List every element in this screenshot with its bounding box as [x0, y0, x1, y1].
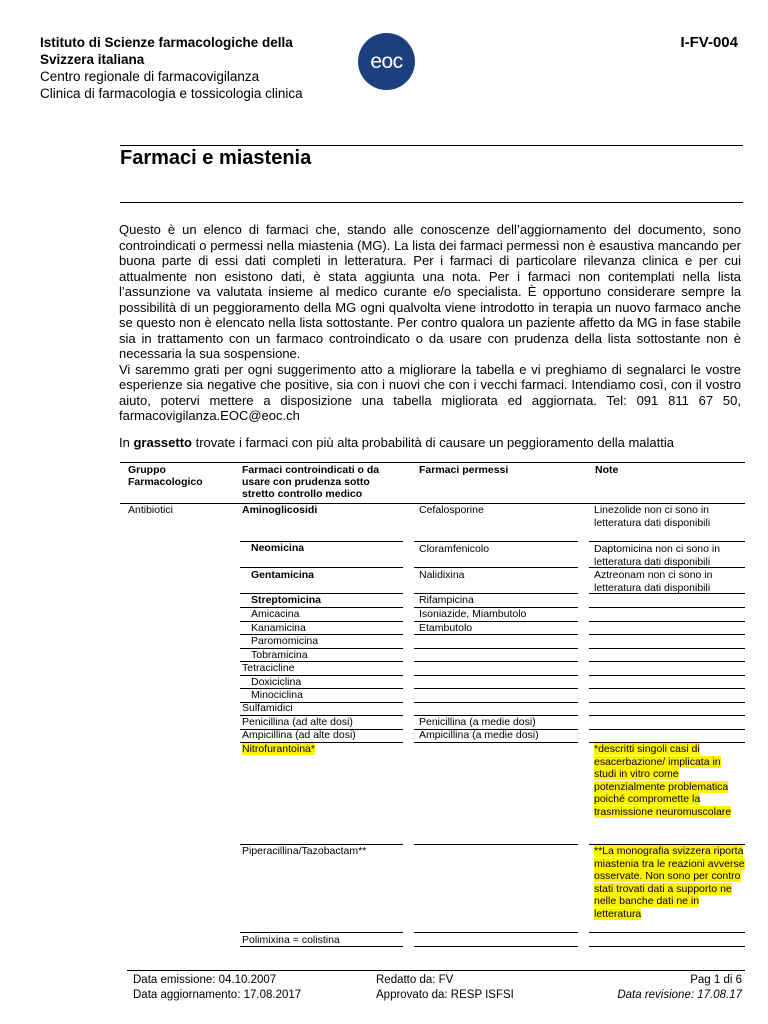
row-separator [589, 932, 745, 933]
row-separator [589, 742, 745, 743]
row-separator [240, 567, 403, 568]
row-separator [414, 932, 578, 933]
footer-page: Pag 1 di 6 [690, 974, 742, 986]
row-separator [240, 688, 403, 689]
contra-item: Minociclina [251, 689, 303, 701]
page-title: Farmaci e miastenia [120, 147, 312, 169]
row-separator [240, 593, 403, 594]
note-item [594, 845, 746, 920]
bold-legend-pre: In [119, 435, 134, 450]
intro-paragraph-2: Vi saremmo grati per ogni suggerimento atto a migliorare la tabella e vi preghiamo di segnalarci le vostre esperienze sia negative che positive, sia con i nuovi che con i vecchi farmaci. Intendiamo così, con il vostro aiuto, potervi mettere a disposizione una tabella migliorata ed aggiornata. Tel: 091 811 67 50, farmacovigilanza.EOC@eoc.ch [119, 361, 741, 423]
institute-name-line2: Svizzera italiana [40, 52, 145, 67]
contra-item: Neomicina [251, 542, 305, 554]
row-separator [414, 729, 578, 730]
intro-paragraph-1: Questo è un elenco di farmaci che, stando alle conoscenze dell’aggiornamento del documento, sono controindicati o permessi nella miastenia (MG). La lista dei farmaci permessi non è esaustiva mancando per buona parte di essi dati completi in letteratura. Per i farmaci di particolare rilevanza clinica e per cui attualmente non esistono dati, è stata aggiunta una nota. Per i farmaci non contemplati nella lista l’assunzione va valutata insieme al medico curante e/o specialista. È opportuno considerare sempre la possibilità di un peggioramento della MG ogni qualvolta viene introdotto in terapia un nuovo farmaco anche se questo non è elencato nella lista sottostante. Per contro qualora un paziente affetto da MG in fase stabile sia in trattamento con un farmaco controindicato o da usare con prudenza della lista sottostante non è necessaria la sua sospensione. [119, 222, 741, 361]
row-separator [414, 675, 578, 676]
row-separator [414, 634, 578, 635]
row-separator [240, 742, 403, 743]
note-item: Linezolide non ci sono in letteratura dati disponibili [594, 504, 711, 529]
row-separator [589, 567, 745, 568]
row-separator [414, 661, 578, 662]
row-separator [240, 648, 403, 649]
allowed-item: Cloramfenicolo [419, 543, 490, 555]
row-separator [240, 844, 403, 845]
row-separator [589, 715, 745, 716]
group-antibiotici: Antibiotici [128, 504, 173, 516]
row-separator [589, 541, 745, 542]
row-separator [414, 593, 578, 594]
note-item: Aztreonam non ci sono in letteratura dati disponibili [594, 569, 713, 594]
row-separator [589, 648, 745, 649]
row-separator [240, 946, 403, 947]
row-separator [240, 607, 403, 608]
footer-written: Redatto da: FV [376, 974, 454, 986]
intro-text [119, 222, 741, 424]
title-rule-bottom [120, 202, 743, 203]
row-separator [240, 715, 403, 716]
row-separator [414, 844, 578, 845]
footer-revision: Data revisione: 17.08.17 [617, 989, 742, 1001]
institute-block [40, 34, 350, 102]
row-separator [414, 648, 578, 649]
bold-legend-bold: grassetto [133, 435, 192, 450]
contra-item: Polimixina = colistina [242, 934, 340, 946]
row-separator [589, 675, 745, 676]
allowed-item: Cefalosporine [419, 504, 484, 516]
row-separator [589, 688, 745, 689]
allowed-item: Penicillina (a medie dosi) [419, 716, 536, 728]
institute-subline1: Centro regionale di farmacovigilanza [40, 69, 260, 84]
row-separator [240, 932, 403, 933]
contra-item: Gentamicina [251, 569, 315, 581]
header-contraindicated: Farmaci controindicati o da usare con prudenza sotto stretto controllo medico [242, 464, 380, 500]
row-separator [414, 946, 578, 947]
note-item [594, 743, 744, 818]
row-separator [414, 715, 578, 716]
row-separator [240, 675, 403, 676]
footer-emission: Data emissione: 04.10.2007 [133, 974, 277, 986]
contra-item: Amicacina [251, 608, 300, 620]
row-separator [589, 593, 745, 594]
institute-name-line1: Istituto di Scienze farmacologiche della [40, 35, 293, 50]
table-top-border [120, 462, 745, 463]
contra-item: Streptomicina [251, 594, 322, 606]
row-separator [589, 634, 745, 635]
footer-update: Data aggiornamento: 17.08.2017 [133, 989, 302, 1001]
contra-item: Sulfamidici [242, 702, 293, 714]
row-separator [589, 844, 745, 845]
header-allowed: Farmaci permessi [419, 464, 509, 476]
contra-item: Piperacillina/Tazobactam** [242, 845, 367, 857]
row-separator [240, 541, 403, 542]
row-separator [414, 621, 578, 622]
footer-rule [127, 970, 745, 971]
allowed-item: Etambutolo [419, 622, 473, 634]
note-item-highlight: **La monografia svizzera riporta miastenia tra le reazioni avverse osservate. Non sono per contro stati trovati dati a supporto ne nelle banche dati ne in letteratura [594, 845, 745, 920]
row-separator [589, 729, 745, 730]
row-separator [414, 541, 578, 542]
row-separator [589, 702, 745, 703]
row-separator [240, 621, 403, 622]
row-separator [414, 702, 578, 703]
note-item-highlight: *descritti singoli casi di esacerbazione/ implicata in studi in vitro come potenzialmente problematica poiché compromette la trasmissione neuromuscolare [594, 743, 732, 818]
row-separator [240, 702, 403, 703]
bold-legend [119, 435, 674, 450]
eoc-logo [358, 33, 415, 90]
footer-approved: Approvato da: RESP ISFSI [376, 989, 514, 1001]
document-id: I-FV-004 [680, 34, 738, 51]
contra-item: Aminoglicosidi [242, 504, 318, 516]
row-separator [414, 688, 578, 689]
contra-item: Paromomicina [251, 635, 319, 647]
row-separator [414, 567, 578, 568]
title-rule-top [120, 145, 743, 146]
contra-item: Doxiciclina [251, 676, 302, 688]
row-separator [589, 621, 745, 622]
allowed-item: Ampicillina (a medie dosi) [419, 729, 539, 741]
header-notes: Note [595, 464, 619, 476]
row-separator [589, 607, 745, 608]
row-separator [240, 729, 403, 730]
contra-item: Kanamicina [251, 622, 306, 634]
allowed-item: Rifampicina [419, 594, 474, 606]
allowed-item: Isoniazide, Miambutolo [419, 608, 527, 620]
footer-dates [133, 973, 301, 1003]
header-group: Gruppo Farmacologico [128, 464, 203, 488]
contra-item: Tobramicina [251, 649, 308, 661]
contra-item: Ampicillina (ad alte dosi) [242, 729, 356, 741]
row-separator [240, 634, 403, 635]
logo-text: eoc [370, 49, 403, 73]
contra-item: Tetracicline [242, 662, 295, 674]
allowed-item: Nalidixina [419, 569, 465, 581]
footer-authors [376, 973, 514, 1003]
bold-legend-post: trovate i farmaci con più alta probabilità di causare un peggioramento della malattia [192, 435, 674, 450]
row-separator [240, 661, 403, 662]
row-separator [589, 661, 745, 662]
contra-item: Penicillina (ad alte dosi) [242, 716, 353, 728]
row-separator [589, 946, 745, 947]
institute-subline2: Clinica di farmacologia e tossicologia clinica [40, 86, 303, 101]
contra-item-highlight: Nitrofurantoina* [242, 743, 315, 755]
contra-item [242, 743, 315, 756]
note-item: Daptomicina non ci sono in letteratura dati disponibili [594, 543, 721, 568]
row-separator [414, 607, 578, 608]
row-separator [414, 742, 578, 743]
footer-page-info [617, 973, 742, 1003]
